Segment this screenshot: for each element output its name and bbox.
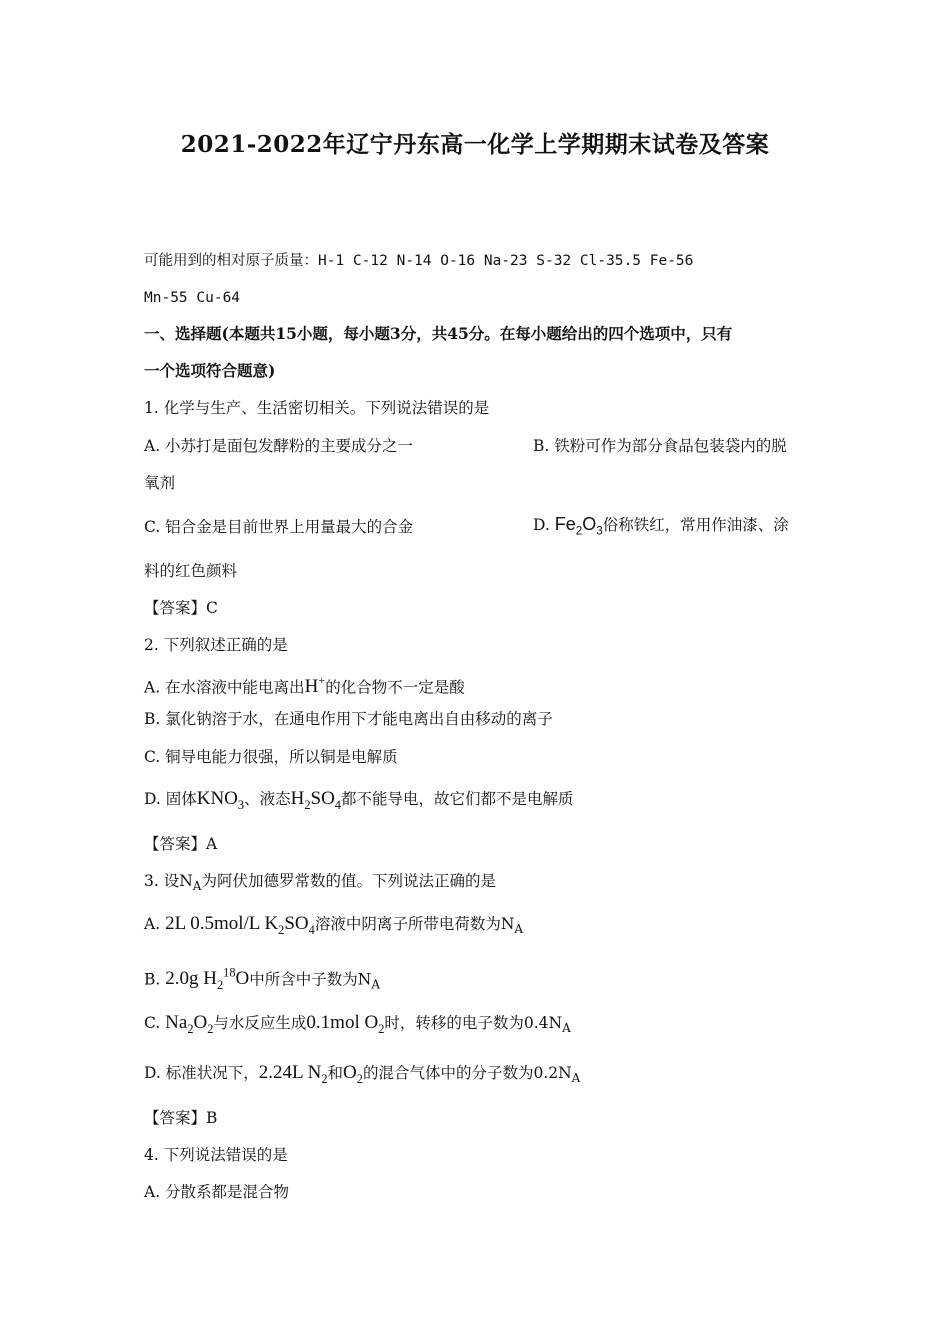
q1-option-a: A. 小苏打是面包发酵粉的主要成分之一: [144, 437, 414, 455]
q3-option-b: B. 2.0g $H_2^{18}O$中所含中子数为$N_A$: [144, 966, 380, 993]
q2-option-a: A. 在水溶液中能电离出H+的化合物不一定是酸: [144, 674, 465, 698]
q1-option-d: D. $Fe_2O_3$俗称铁红，常用作油漆、涂: [533, 514, 789, 538]
q4-option-a: A. 分散系都是混合物: [144, 1183, 290, 1201]
q2-option-d: D. 固体$KNO_3$、液态$H_2SO_4$都不能导电，故它们都不是电解质: [144, 788, 574, 812]
q2-option-b: B. 氯化钠溶于水，在通电作用下才能电离出自由移动的离子: [144, 710, 553, 728]
page-title: 2021-2022年辽宁丹东高一化学上学期期末试卷及答案: [180, 131, 770, 158]
q3-option-d: D. 标准状况下，2.24L $N_2$和$O_2$的混合气体中的分子数为$0.2N_A$: [144, 1062, 581, 1086]
q2-option-c: C. 铜导电能力很强，所以铜是电解质: [144, 748, 398, 766]
atomic-mass-line-1: 可能用到的相对原子质量：H-1 C-12 N-14 O-16 Na-23 S-32 Cl-35.5 Fe-56: [144, 253, 694, 269]
q4-stem: 4. 下列说法错误的是: [144, 1146, 288, 1164]
q3-stem: 3. 设$N_A$为阿伏加德罗常数的值。下列说法正确的是: [144, 872, 496, 894]
q1-option-c: C. 铝合金是目前世界上用量最大的合金: [144, 518, 414, 536]
q1-stem: 1. 化学与生产、生活密切相关。下列说法错误的是: [144, 399, 490, 417]
q3-answer: 【答案】B: [144, 1109, 218, 1127]
q2-answer: 【答案】A: [144, 835, 218, 853]
q1-option-b: B. 铁粉可作为部分食品包装袋内的脱: [533, 437, 787, 455]
atomic-mass-line-2: Mn-55 Cu-64: [144, 290, 241, 306]
q1-answer: 【答案】C: [144, 599, 218, 617]
q3-option-a: A. 2L 0.5mol/L $K_2SO_4$溶液中阴离子所带电荷数为$N_A$: [144, 913, 524, 937]
section-heading-line-1: 一、选择题(本题共15小题，每小题3分，共45分。在每小题给出的四个选项中，只有: [144, 324, 733, 343]
section-heading-line-2: 一个选项符合题意): [144, 361, 276, 380]
q1-option-d-cont: 料的红色颜料: [144, 562, 238, 580]
q3-option-c: C. $Na_2O_2$与水反应生成0.1mol $O_2$时，转移的电子数为$0.4N_A$: [144, 1012, 571, 1036]
q2-stem: 2. 下列叙述正确的是: [144, 636, 288, 654]
q1-option-b-cont: 氧剂: [144, 474, 176, 492]
